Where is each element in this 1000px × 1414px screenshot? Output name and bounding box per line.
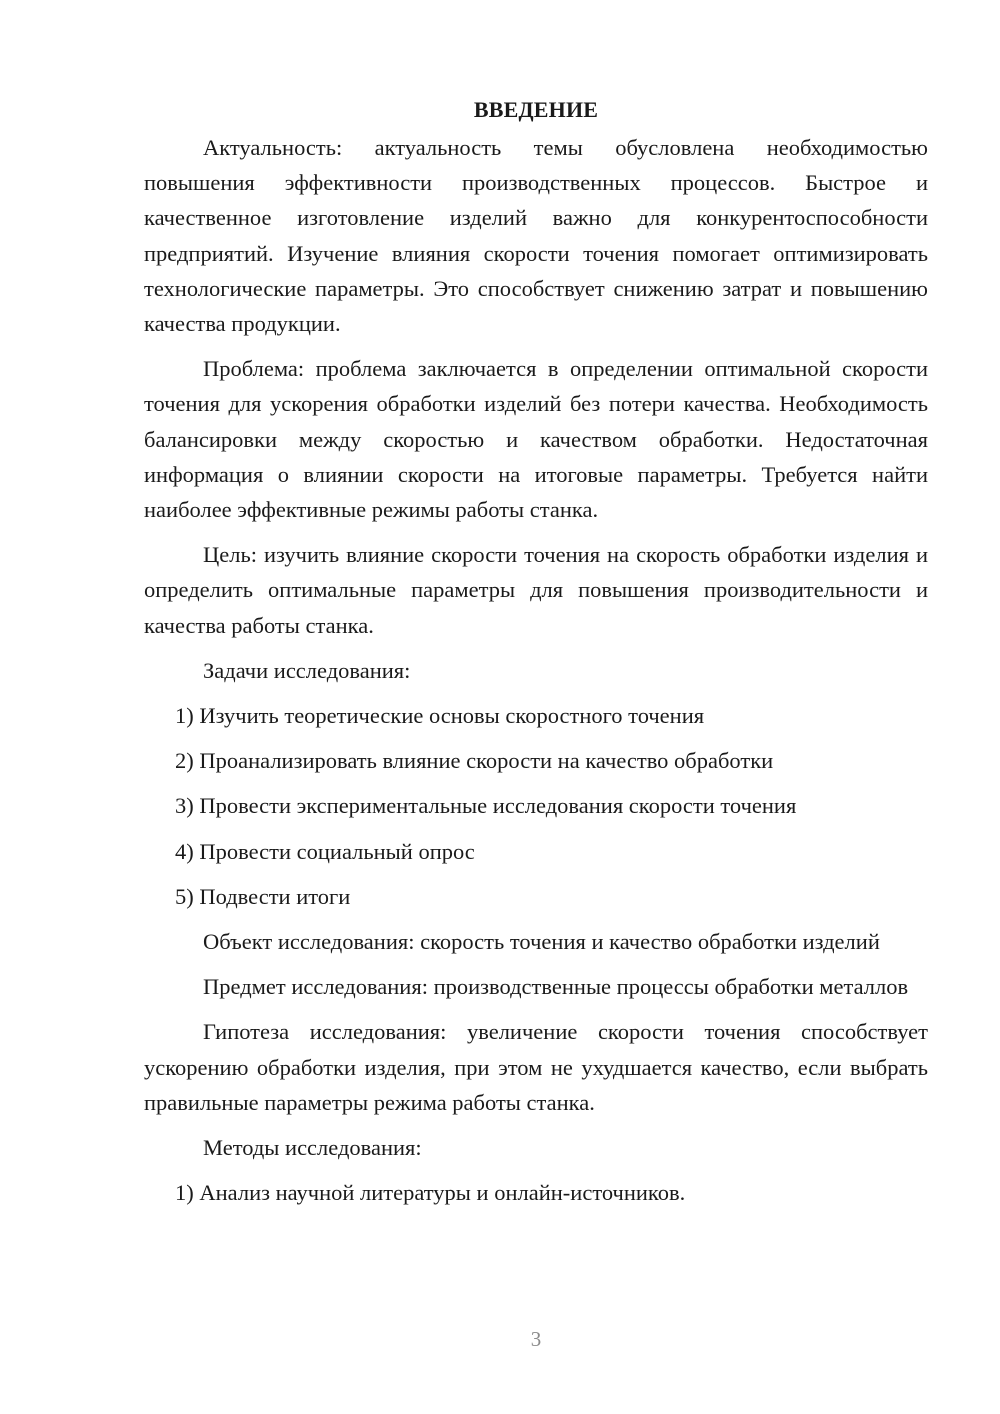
section-title: ВВЕДЕНИЕ <box>473 97 599 122</box>
subject-paragraph: Предмет исследования: производственные процессы обработки металлов <box>203 974 909 1000</box>
task-item: 2) Проанализировать влияние скорости на качество обработки <box>175 748 774 774</box>
document-page <box>144 92 928 1220</box>
hypothesis-paragraph: Гипотеза исследования: увеличение скорости точения способствует ускорению обработки изделия, при этом не ухудшается качество, если выбрать правильные параметры режима работы станка. <box>144 1019 928 1115</box>
goal-paragraph: Цель: изучить влияние скорости точения на скорость обработки изделия и определить оптимальные параметры для повышения производительности и качества работы станка. <box>144 542 928 638</box>
problem-paragraph: Проблема: проблема заключается в определении оптимальной скорости точения для ускорения обработки изделий без потери качества. Необходимость балансировки между скоростью и качеством обработки. Недостаточная информация о влиянии скорости на итоговые параметры. Требуется найти наиболее эффективные режимы работы станка. <box>144 356 928 523</box>
page-number: 3 <box>530 1327 542 1351</box>
tasks-heading: Задачи исследования: <box>203 657 411 683</box>
object-paragraph: Объект исследования: скорость точения и качество обработки изделий <box>203 929 880 955</box>
task-item: 1) Изучить теоретические основы скоростного точения <box>175 703 705 729</box>
task-item: 4) Провести социальный опрос <box>175 838 475 864</box>
task-item: 3) Провести экспериментальные исследования скорости точения <box>175 793 797 819</box>
relevance-paragraph: Актуальность: актуальность темы обусловлена необходимостью повышения эффективности производственных процессов. Быстрое и качественное изготовление изделий важно для конкурентоспособности предприятий. Изучение влияния скорости точения помогает оптимизировать технологические параметры. Это способствует снижению затрат и повышению качества продукции. <box>144 135 928 337</box>
method-item: 1) Анализ научной литературы и онлайн-источников. <box>175 1180 686 1206</box>
methods-list <box>144 1175 928 1210</box>
tasks-list <box>144 698 928 914</box>
methods-heading: Методы исследования: <box>203 1135 422 1161</box>
task-item: 5) Подвести итоги <box>175 883 351 909</box>
